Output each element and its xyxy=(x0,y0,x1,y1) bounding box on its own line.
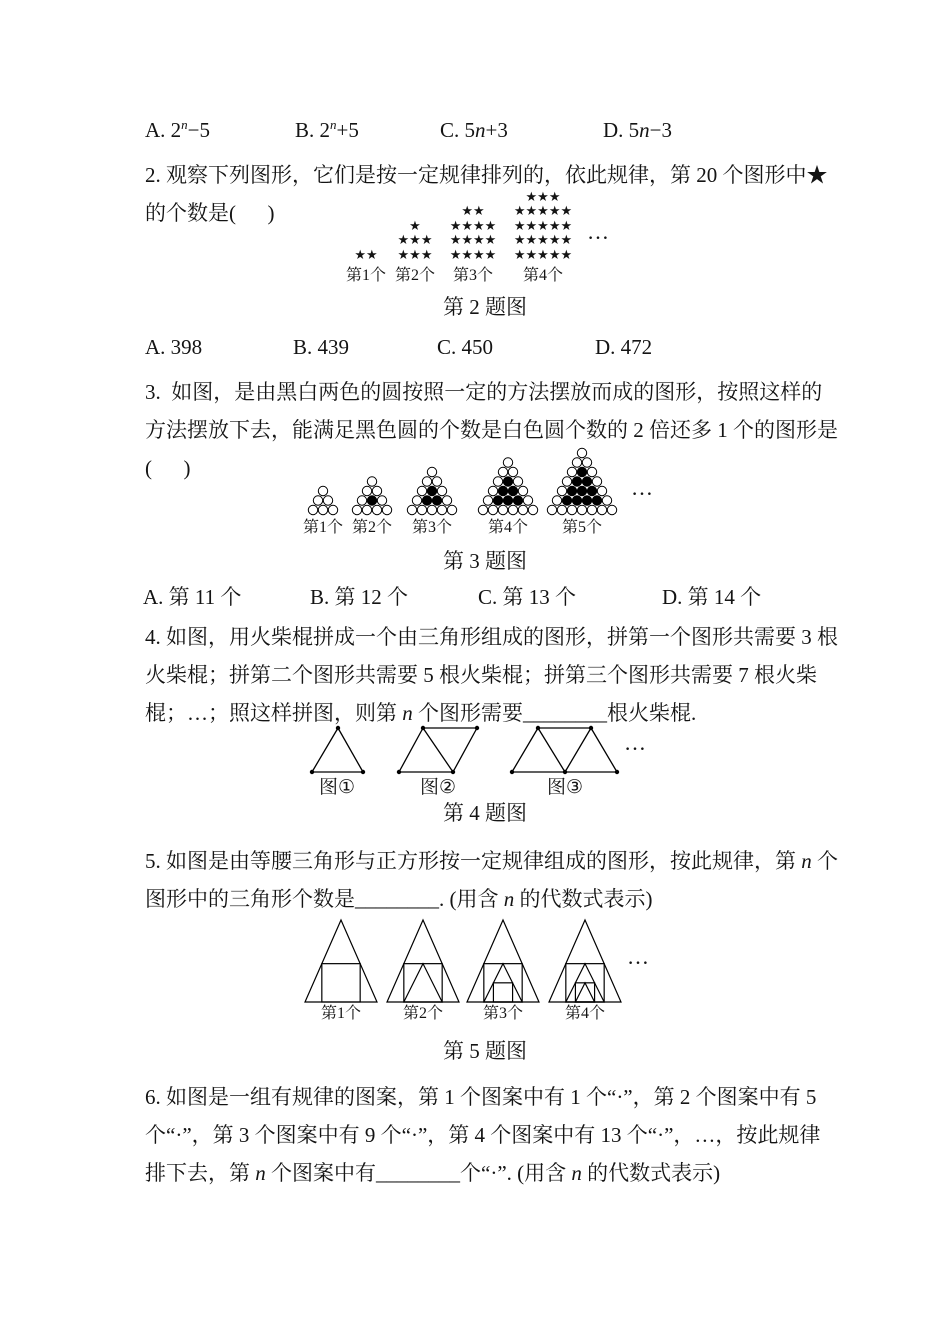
white-circle xyxy=(488,486,497,495)
white-circle xyxy=(362,505,371,514)
black-circle xyxy=(582,477,591,486)
white-circle xyxy=(372,486,381,495)
figure-caption-q3: 第 3 题图 xyxy=(443,549,527,573)
figure-caption-q5: 第 5 题图 xyxy=(443,1039,527,1063)
q1-option-b-tail: +5 xyxy=(336,118,359,142)
star-row: ★★★★★ xyxy=(513,218,573,234)
star-row: ★★★ xyxy=(397,247,433,263)
triangle-shape xyxy=(549,920,621,1002)
vertex-dot xyxy=(510,770,514,774)
q1-option-a-label: A. xyxy=(145,118,171,142)
figure-q4-matchsticks xyxy=(300,722,630,778)
circle-pattern-label: 第4个 xyxy=(487,519,529,536)
q6-text-c: 个“·”. (用含 xyxy=(460,1161,572,1185)
vertex-dot xyxy=(361,770,365,774)
white-circle xyxy=(417,486,426,495)
white-circle xyxy=(313,496,322,505)
q1-option-a xyxy=(145,117,210,143)
q5-text-a: 5. 如图是由等腰三角形与正方形按一定规律组成的图形，按此规律，第 xyxy=(145,849,802,873)
circle-pattern-label: 第1个 xyxy=(302,519,344,536)
q2-option-a: A. 398 xyxy=(145,335,203,359)
figure-caption-q4: 第 4 题图 xyxy=(443,801,527,825)
white-circle xyxy=(437,486,446,495)
q3-option-a: A. 第 11 个 xyxy=(143,585,242,609)
q3-option-c: C. 第 13 个 xyxy=(478,585,577,609)
q1-option-d-base: 5 xyxy=(628,118,640,142)
triangle-shape xyxy=(467,920,539,1002)
white-circle xyxy=(427,505,436,514)
q2-option-d: D. 472 xyxy=(595,335,653,359)
white-circle xyxy=(422,477,431,486)
triangle-shape xyxy=(387,920,459,1002)
q4-text-a: 4. 如图，用火柴棍拼成一个由三角形组成的图形，拼第一个图形共需要 3 根火柴棍；拼第二个图形共需要 5 根火柴棍；拼第三个图形共需要 7 根火柴棍；…；照这样拼图，则第 xyxy=(145,625,838,725)
q1-option-b-base: 2 xyxy=(319,118,331,142)
black-circle xyxy=(577,486,586,495)
q5-var-n2: n xyxy=(503,887,515,911)
q1-option-c-var: n xyxy=(475,118,486,142)
white-circle xyxy=(547,505,556,514)
white-circle xyxy=(577,505,586,514)
white-circle xyxy=(587,467,596,476)
white-circle xyxy=(437,505,446,514)
star-row: ★★ xyxy=(461,204,485,219)
black-circle xyxy=(513,496,522,505)
white-circle xyxy=(412,496,421,505)
matchstick-line xyxy=(423,728,453,772)
white-circle xyxy=(518,505,527,514)
white-circle xyxy=(592,477,601,486)
white-circle xyxy=(483,496,492,505)
white-circle xyxy=(597,505,606,514)
nested-figure-label: 第2个 xyxy=(402,1005,444,1022)
q6-text-d: 的代数式表示) xyxy=(581,1161,721,1185)
white-circle xyxy=(382,505,391,514)
square-shape xyxy=(493,983,512,1002)
q2-option-c: C. 450 xyxy=(437,335,494,359)
white-circle xyxy=(562,477,571,486)
white-circle xyxy=(427,467,436,476)
white-circle xyxy=(513,477,522,486)
matchstick-line xyxy=(312,728,338,772)
q1-option-d xyxy=(603,117,672,143)
white-circle xyxy=(432,477,441,486)
white-circle xyxy=(597,486,606,495)
white-circle xyxy=(602,496,611,505)
circle-pattern-label: 第2个 xyxy=(351,519,393,536)
square-shape xyxy=(322,964,360,1002)
q1-option-a-exponent: n xyxy=(181,117,188,132)
white-circle xyxy=(503,458,512,467)
matchstick-line xyxy=(591,728,617,772)
q5-continuation-ellipsis: … xyxy=(627,944,650,969)
white-circle xyxy=(498,505,507,514)
q4-var-n: n xyxy=(402,701,413,725)
q4-continuation-ellipsis: … xyxy=(624,730,647,755)
white-circle xyxy=(508,467,517,476)
q5-var-n: n xyxy=(801,849,812,873)
vertex-dot xyxy=(397,770,401,774)
matchstick-line xyxy=(453,728,477,772)
figure-q5-nested-triangles xyxy=(300,918,630,1006)
white-circle xyxy=(417,505,426,514)
vertex-dot xyxy=(615,770,619,774)
triangle-shape xyxy=(404,964,442,1002)
black-circle xyxy=(503,477,512,486)
white-circle xyxy=(493,477,502,486)
white-circle xyxy=(447,505,456,514)
white-circle xyxy=(577,448,586,457)
white-circle xyxy=(318,505,327,514)
vertex-dot xyxy=(451,770,455,774)
white-circle xyxy=(352,505,361,514)
figure-q2-stars xyxy=(0,189,950,286)
q2-continuation-ellipsis: … xyxy=(587,219,610,244)
star-pattern-2 xyxy=(395,220,435,287)
q1-option-c-label: C. xyxy=(440,118,465,142)
triangle-shape xyxy=(305,920,377,1002)
q5-text-b: 个图形中的三角形个数是 xyxy=(145,849,838,911)
white-circle xyxy=(523,496,532,505)
white-circle xyxy=(328,505,337,514)
star-row: ★★ xyxy=(354,247,378,263)
star-pattern-1 xyxy=(346,249,386,287)
triangle-shape xyxy=(575,983,594,1002)
vertex-dot xyxy=(563,770,567,774)
black-circle xyxy=(422,496,431,505)
q5-text-c: . (用含 xyxy=(439,887,504,911)
white-circle xyxy=(508,505,517,514)
vertex-dot xyxy=(336,726,340,730)
q5-text-d: 的代数式表示) xyxy=(514,887,653,911)
matchstick-figure-label: 图③ xyxy=(546,776,584,798)
q6-text-b: 个图案中有 xyxy=(265,1161,376,1185)
star-row: ★ xyxy=(409,218,421,234)
star-row: ★★★ xyxy=(525,189,561,205)
matchstick-figure-label: 图① xyxy=(318,776,356,798)
vertex-dot xyxy=(310,770,314,774)
q3-option-b: B. 第 12 个 xyxy=(310,585,409,609)
q6-var-n: n xyxy=(255,1161,266,1185)
white-circle xyxy=(557,486,566,495)
star-pattern-4 xyxy=(514,191,572,287)
question-5-text xyxy=(145,842,839,918)
vertex-dot xyxy=(536,726,540,730)
q3-option-d: D. 第 14 个 xyxy=(662,585,762,609)
white-circle xyxy=(567,467,576,476)
matchstick-line xyxy=(399,728,423,772)
black-circle xyxy=(498,486,507,495)
black-circle xyxy=(577,467,586,476)
white-circle xyxy=(518,486,527,495)
matchstick-line xyxy=(565,728,591,772)
q1-option-b-label: B. xyxy=(295,118,320,142)
black-circle xyxy=(367,496,376,505)
white-circle xyxy=(367,477,376,486)
q1-option-c xyxy=(440,117,508,143)
star-pattern-label: 第4个 xyxy=(522,267,563,284)
white-circle xyxy=(357,496,366,505)
black-circle xyxy=(592,496,601,505)
q4-text-c: 根火柴棍. xyxy=(607,701,697,725)
white-circle xyxy=(318,486,327,495)
q5-answer-blank: ________ xyxy=(355,887,439,911)
star-row: ★★★★ xyxy=(449,247,497,263)
white-circle xyxy=(362,486,371,495)
black-circle xyxy=(587,486,596,495)
matchstick-figure-label: 图② xyxy=(419,776,457,798)
star-pattern-label: 第3个 xyxy=(452,267,493,284)
star-row: ★★★★ xyxy=(449,218,497,234)
star-pattern-3 xyxy=(450,205,497,286)
black-circle xyxy=(427,486,436,495)
white-circle xyxy=(308,505,317,514)
circle-pattern-label: 第5个 xyxy=(561,519,603,536)
black-circle xyxy=(567,486,576,495)
white-circle xyxy=(407,505,416,514)
q3-continuation-ellipsis: … xyxy=(631,475,654,500)
matchstick-line xyxy=(512,728,538,772)
white-circle xyxy=(567,505,576,514)
white-circle xyxy=(557,505,566,514)
q6-text-a: 6. 如图是一组有规律的图案，第 1 个图案中有 1 个“·”，第 2 个图案中有 5 个“·”，第 3 个图案中有 9 个“·”，第 4 个图案中有 13 个“·”，…，按此规律排下去，第 xyxy=(145,1085,822,1185)
nested-figure-label: 第4个 xyxy=(564,1005,606,1022)
q4-text-b: 个图形需要 xyxy=(412,701,523,725)
black-circle xyxy=(572,496,581,505)
figure-caption-q2: 第 2 题图 xyxy=(443,295,527,319)
black-circle xyxy=(508,486,517,495)
white-circle xyxy=(607,505,616,514)
q6-var-n2: n xyxy=(571,1161,582,1185)
star-row: ★★★★ xyxy=(449,233,497,248)
question-4-text xyxy=(145,618,839,732)
vertex-dot xyxy=(589,726,593,730)
black-circle xyxy=(432,496,441,505)
question-6-text xyxy=(145,1078,839,1192)
matchstick-line xyxy=(338,728,363,772)
matchstick-line xyxy=(538,728,565,772)
q1-option-c-tail: +3 xyxy=(485,118,508,142)
square-shape xyxy=(575,983,594,1002)
nested-figure-label: 第1个 xyxy=(320,1005,362,1022)
q4-answer-blank: ________ xyxy=(523,701,607,725)
black-circle xyxy=(562,496,571,505)
white-circle xyxy=(488,505,497,514)
q1-option-b xyxy=(295,117,359,143)
white-circle xyxy=(377,496,386,505)
white-circle xyxy=(478,505,487,514)
black-circle xyxy=(582,496,591,505)
q6-answer-blank: ________ xyxy=(376,1161,460,1185)
square-shape xyxy=(404,964,442,1002)
white-circle xyxy=(323,496,332,505)
vertex-dot xyxy=(475,726,479,730)
nested-figure-label: 第3个 xyxy=(482,1005,524,1022)
white-circle xyxy=(498,467,507,476)
q1-option-d-tail: −3 xyxy=(649,118,673,142)
q2-option-b: B. 439 xyxy=(293,335,350,359)
q1-option-a-base: 2 xyxy=(170,118,182,142)
white-circle xyxy=(582,458,591,467)
star-row: ★★★★★ xyxy=(513,204,573,219)
star-row: ★★★★★ xyxy=(513,247,573,263)
star-pattern-label: 第1个 xyxy=(345,267,387,284)
star-row: ★★★★★ xyxy=(513,233,573,248)
white-circle xyxy=(372,505,381,514)
vertex-dot xyxy=(421,726,425,730)
q1-option-b-exponent: n xyxy=(330,117,337,132)
black-circle xyxy=(503,496,512,505)
black-circle xyxy=(493,496,502,505)
white-circle xyxy=(587,505,596,514)
q1-option-a-tail: −5 xyxy=(187,118,211,142)
q1-option-d-var: n xyxy=(639,118,650,142)
q1-option-d-label: D. xyxy=(603,118,629,142)
question-3-text: 3. 如图，是由黑白两色的圆按照一定的方法摆放而成的图形，按照这样的方法摆放下去，能满足黑色圆的个数是白色圆个数的 2 倍还多 1 个的图形是( ) xyxy=(145,380,838,480)
white-circle xyxy=(552,496,561,505)
white-circle xyxy=(442,496,451,505)
question-2-text: 2. 观察下列图形，它们是按一定规律排列的，依此规律，第 20 个图形中★的个数是( ) xyxy=(145,163,828,225)
white-circle xyxy=(572,458,581,467)
star-row: ★★★ xyxy=(397,233,433,248)
white-circle xyxy=(528,505,537,514)
black-circle xyxy=(572,477,581,486)
q1-option-c-base: 5 xyxy=(464,118,476,142)
star-pattern-label: 第2个 xyxy=(394,267,436,284)
circle-pattern-label: 第3个 xyxy=(411,519,453,536)
figure-q3-circles xyxy=(300,438,660,520)
